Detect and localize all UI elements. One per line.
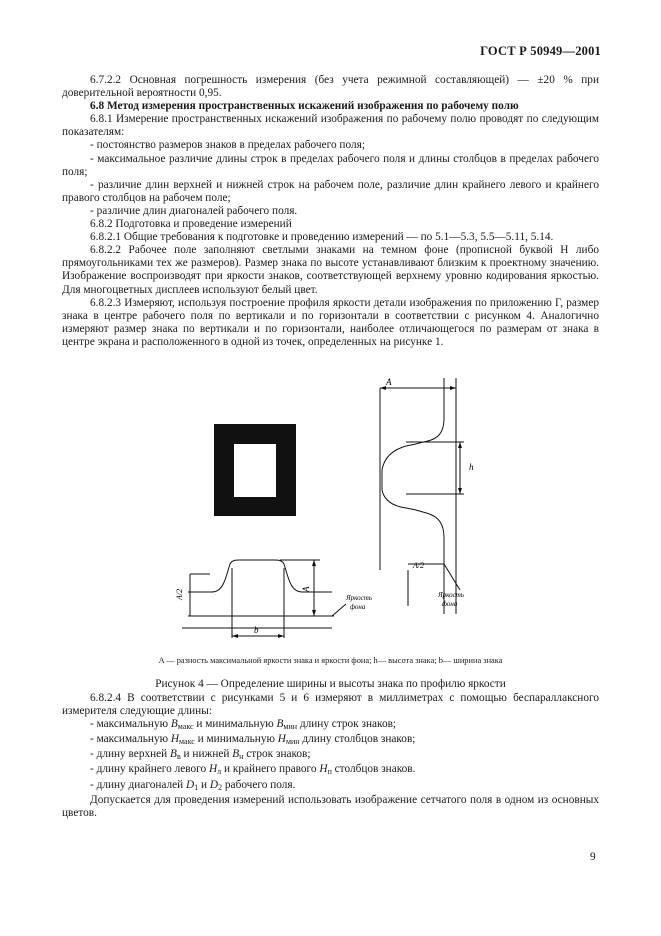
section-heading: 6.8 Метод измерения пространственных искажений изображения по рабочему полю [90,100,519,113]
paragraph: Допускается для проведения измерений использовать изображение сетчатого поля в одном из основных цветов. [62,793,599,819]
label-bg-right-2: фона [442,600,458,608]
list-item: - постоянство размеров знаков в пределах рабочего поля; [90,139,365,152]
label-bg-left-2: фона [350,603,366,611]
vertical-profile [380,378,464,614]
figure-4 [160,378,480,640]
paragraph: 6.8.2.3 Измеряют, используя построение профиля яркости детали изображения по приложению Г, размер знака в центре рабочего поля по вертикали и по горизонтали в соответствии с рисунком 4. Аналогично измеряют размер знака по вертикали и по горизонтали, наиболее отличающегося по размерам от знака в центре экрана и расположенного в одной из точек, определенных на рисунке 1. [62,296,599,348]
list-item: - максимальную $H_{макс}$ и минимальную $H_{мин}$ длину столбцов знаков; [90,733,416,747]
standard-header: ГОСТ Р 50949—2001 [480,44,601,58]
page-number: 9 [590,851,596,863]
list-item: - различие длин диагоналей рабочего поля. [90,204,298,217]
list-item: - длину крайнего левого $H_л$ и крайнего правого $H_п$ столбцов знаков. [90,763,416,777]
horizontal-profile [182,560,346,638]
label-A-vertical: A [386,378,392,387]
figure-caption: Рисунок 4 — Определение ширины и высоты знака по профилю яркости [155,678,506,690]
list-item: - максимальное различие длины строк в пределах рабочего поля и длины столбцов в пределах рабочего поля; [62,152,599,178]
list-item: - длину диагоналей $D_1$ и $D_2$ рабочего поля. [90,778,296,792]
label-A-horizontal: A [301,586,311,592]
paragraph: 6.8.1 Измерение пространственных искажений изображения по рабочему полю проводят по следующим показателям: [62,113,599,139]
body-text-bottom [62,692,599,820]
figure-drawing [160,378,480,640]
list-item: - максимальную $B_{макс}$ и минимальную $B_{мин}$ длину строк знаков; [90,718,397,732]
body-text-top [62,74,599,349]
label-h: h [469,462,474,472]
label-A2-horizontal: A/2 [175,588,184,600]
figure-legend: A — разность максимальной яркости знака и яркости фона; h— высота знака; b— ширина знака [158,656,503,665]
paragraph: 6.8.2.4 В соответствии с рисунками 5 и 6 измеряют в миллиметрах с помощью беспараллаксного измерителя следующие длины: [62,692,599,718]
paragraph: 6.8.2 Подготовка и проведение измерений [90,218,292,231]
paragraph: 6.8.2.2 Рабочее поле заполняют светлыми знаками на темном фоне (прописной буквой Н либо прямоугольниками тех же размеров). Размер знака по высоте устанавливают близким к проектному значению. Изображение воспроизводят при яркости знаков, соответствующей верхнему уровню кодирования яркостью. Для многоцветных дисплеев используют белый цвет. [62,244,599,296]
character-window [234,444,276,497]
label-b: b [254,625,259,635]
paragraph: 6.8.2.1 Общие требования к подготовке и проведению измерений — по 5.1—5.3, 5.5—5.11, 5.14. [90,231,554,244]
list-item: - длину верхней $B_в$ и нижней $B_н$ строк знаков; [90,748,311,762]
paragraph: 6.7.2.2 Основная погрешность измерения (без учета режимной составляющей) — ±20 % при доверительной вероятности 0,95. [62,74,599,100]
label-bg-left-1: Яркость [346,594,372,602]
list-item: - различие длин верхней и нижней строк на рабочем поле, различие длин крайнего левого и крайнего правого столбцов на рабочем поле; [62,178,599,204]
label-bg-right-1: Яркость [438,591,464,599]
label-A2-vertical: A/2 [413,561,425,570]
